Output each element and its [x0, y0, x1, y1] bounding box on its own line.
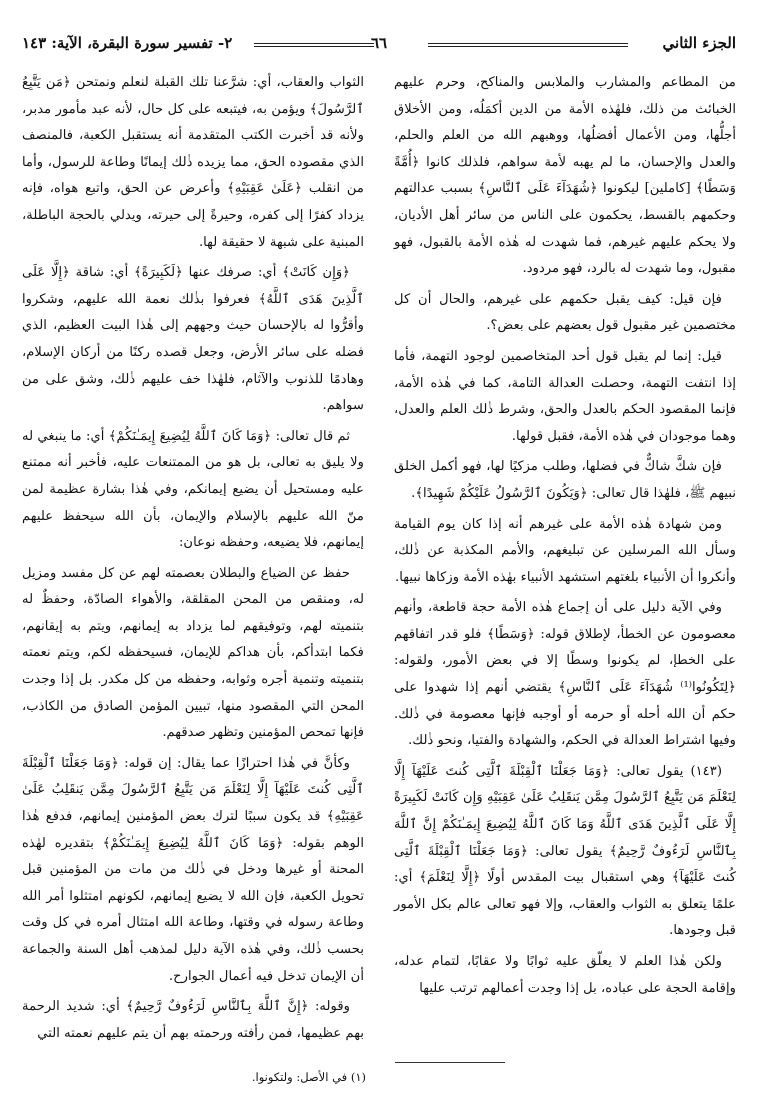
paragraph: وكأنَّ في هٰذا احترازًا عما يقال: إن قوله: ﴿وَمَا جَعَلْنَا ٱلْقِبْلَةَ ٱلَّتِى كُنتَ عَلَيْهَآ إِلَّا لِنَعْلَمَ مَن يَتَّبِعُ ٱلرَّسُولَ مِمَّن يَنقَلِبُ عَلَىٰ عَقِبَيْهِ﴾ قد يكون سببًا لترك بعض المؤمنين إيمانهم، فدفع هٰذا الوهم بقوله: ﴿وَمَا كَانَ ٱللَّهُ لِيُضِيعَ إِيمَـٰنَكُمْ﴾ بتقديره لهٰذه المحنة أو غيرها ودخل في ذٰلك من مات من المؤمنين قبل تحويل الكعبة، فإن الله لا يضيع إيمانهم، لكونهم امتثلوا أمر الله وطاعة رسوله في وقتها، وطاعة الله امتثال أمره في كل وقت بحسب ذٰلك، وفي هٰذه الآية دليل لمذهب أهل السنة والجماعة أن الإيمان تدخل فيه أعمال الجوارح. [22, 755, 364, 984]
header-rule [428, 43, 628, 47]
paragraph: فإن قيل: كيف يقبل حكمهم على غيرهم، والحال أن كل مختصمين غير مقبول قول بعضهم على بعض؟. [394, 291, 736, 334]
paragraph: الثواب والعقاب، أي: شرَّعنا تلك القبلة لنعلم ونمتحن ﴿مَن يَتَّبِعُ ٱلرَّسُولَ﴾ ويؤمن به، فيتبعه على كل حال، لأنه عبد مأمور مدبر، ولأنه قد أخبرت الكتب المتقدمة أنه يستقبل الكعبة، فالمنصف الذي مقصوده الحق، مما يزيده ذٰلك إيمانًا وطاعة للرسول، وأما من انقلب ﴿عَلَىٰ عَقِبَيْهِ﴾ وأعرض عن الحق، واتبع هواه، فإنه يزداد كفرًا إلى كفره، وحيرةً إلى حيرته، ويدلي بالحجة الباطلة، المبنية على شبهة لا حقيقة لها. [22, 75, 364, 250]
surah-title: ٢- تفسير سورة البقرة، الآية: ١٤٣ [22, 34, 233, 52]
paragraph: قيل: إنما لم يقبل قول أحد المتخاصمين لوجود التهمة، فأما إذا انتفت التهمة، وحصلت العدالة التامة، كما في هٰذه الأمة، فإنما المقصود الحكم بالعدل والحق، وشرط ذٰلك العلم والعدل، وهما موجودان في هٰذه الأمة، فقبل قولها. [394, 348, 736, 444]
footnote-divider [395, 1062, 505, 1063]
paragraph: فإن شكَّ شاكٌّ في فضلها، وطلب مزكيًا لها، فهو أكمل الخلق نبيهم ﷺ، فلهٰذا قال تعالى: ﴿وَيَكُونَ ٱلرَّسُولُ عَلَيْكُمْ شَهِيدًا﴾. [394, 459, 736, 501]
left-column [22, 70, 364, 1051]
page-header [22, 34, 736, 58]
paragraph: (١٤٣) يقول تعالى: ﴿وَمَا جَعَلْنَا ٱلْقِبْلَةَ ٱلَّتِى كُنتَ عَلَيْهَآ إِلَّا لِنَعْلَمَ مَن يَتَّبِعُ ٱلرَّسُولَ مِمَّن يَنقَلِبُ عَلَىٰ عَقِبَيْهِ وَإِن كَانَتْ لَكَبِيرَةً إِلَّا عَلَى ٱلَّذِينَ هَدَى ٱللَّهُ وَمَا كَانَ ٱللَّهُ لِيُضِيعَ إِيمَـٰنَكُمْ إِنَّ ٱللَّهَ بِٱلنَّاسِ لَرَءُوفٌ رَّحِيمٌ﴾ يقول تعالى: ﴿وَمَا جَعَلْنَا ٱلْقِبْلَةَ ٱلَّتِى كُنتَ عَلَيْهَآ﴾ وهي استقبال بيت المقدس أولًا ﴿إِلَّا لِنَعْلَمَ﴾ أي: علمًا يتعلق به الثواب والعقاب، وإلا فهو تعالى عالم بكل الأمور قبل وجودها. [394, 763, 736, 939]
paragraph: حفظ عن الضياع والبطلان بعصمته لهم عن كل مفسد ومزيل له، ومنقص من المحن المقلقة، والأهواء الصادّة، وحفظٌ له بتنميته لهم، وتوفيقهم لما يزداد به إيمانهم، ويتم به إيقانهم، فكما ابتدأكم، بأن هداكم للإيمان، فسيحفظه لكم، ويتم نعمته بتنميته وتنمية أجره وثوابه، وحفظه من كل مكدر. بل إذا وجدت المحن التي المقصود منها، تبيين المؤمن الصادق من الكاذب، فإنها تمحص المؤمنين وتظهر صدقهم. [22, 565, 364, 741]
page-number: ٦٦ [370, 34, 388, 52]
paragraph: ولكن هٰذا العلم لا يعلّق عليه ثوابًا ولا عقابًا، لتمام عدله، وإقامة الحجة على عباده، بل إذا وجدت أعمالهم ترتب عليها [394, 954, 736, 996]
paragraph: ﴿وَإِن كَانَتْ﴾ أي: صرفك عنها ﴿لَكَبِيرَةً﴾ أي: شاقة ﴿إِلَّا عَلَى ٱلَّذِينَ هَدَى ٱللَّهُ﴾ فعرفوا بذٰلك نعمة الله عليهم، وشكروا وأقرُّوا له بالإحسان حيث وجههم إلى هٰذا البيت العظيم، الذي فضله على سائر الأرض، وجعل قصده ركنًا من أركان الإسلام، وهادمًا للذنوب والآثام، فلهٰذا خف عليهم ذٰلك، وشق على من سواهم. [22, 265, 364, 414]
paragraph: من المطاعم والمشارب والملابس والمناكح، وحرم عليهم الخبائث من ذلك، فلهٰذه الأمة من الدين أكمَلُه، ومن الأخلاق أجلُّها، ومن الأعمال أفضلُها، ووهبهم الله من العلم والحلم، والعدل والإحسان، ما لم يهبه لأمة سواهم، فلذلك كانوا ﴿أُمَّةً وَسَطًا﴾ [كاملين] ليكونوا ﴿شُهَدَآءَ عَلَى ٱلنَّاسِ﴾ بسبب عدالتهم وحكمهم بالقسط، يحكمون على الناس من سائر أهل الأديان، ولا يحكم عليهم غيرهم، فما شهدت له هٰذه الأمة بالقبول، فهو مقبول، وما شهدت له بالرد، فهو مردود. [394, 75, 736, 277]
part-label: الجزء الثاني [662, 34, 736, 52]
paragraph: ومن شهادة هٰذه الأمة على غيرهم أنه إذا كان يوم القيامة وسأل الله المرسلين عن تبليغهم، والأمم المكذبة عن ذٰلك، وأنكروا أن الأنبياء بلغتهم استشهد الأنبياء بهٰذه الأمة وزكاها نبيها. [394, 516, 736, 585]
paragraph: ثم قال تعالى: ﴿وَمَا كَانَ ٱللَّهُ لِيُضِيعَ إِيمَـٰنَكُمْ﴾ أي: ما ينبغي له ولا يليق به تعالى، بل هو من الممتنعات عليه، فأخبر أنه ممتنع عليه ومستحيل أن يضيع إيمانكم، وفي هٰذا بشارة عظيمة لمن منّ الله عليهم بالإسلام والإيمان، بأن الله سيحفظ عليهم إيمانهم، فلا يضيعه، وحفظه نوعان: [22, 428, 364, 551]
paragraph: وقوله: ﴿إِنَّ ٱللَّهَ بِٱلنَّاسِ لَرَءُوفٌ رَّحِيمٌ﴾ أي: شديد الرحمة بهم عظيمها، فمن رأفته ورحمته بهم أن يتم عليهم نعمته التي [22, 999, 364, 1041]
header-rule [254, 43, 374, 47]
right-column [394, 70, 736, 1006]
footnote: (١) في الأصل: ولتكونوا. [251, 1070, 366, 1084]
paragraph: وفي الآية دليل على أن إجماع هٰذه الأمة حجة قاطعة، وأنهم معصومون عن الخطأ، لإطلاق قوله: ﴿وَسَطًا﴾ فلو قدر اتفاقهم على الخطإ، لم يكونوا وسطًا إلا في بعض الأمور، ولقوله: ﴿لِتَكُونُوا⁽¹⁾ شُهَدَآءَ عَلَى ٱلنَّاسِ﴾ يقتضي أنهم إذا شهدوا على حكم أن الله أحله أو حرمه أو أوجبه فإنها معصومة في ذٰلك. وفيها اشتراط العدالة في الحكم، والشهادة والفتيا، ونحو ذٰلك. [394, 600, 736, 749]
